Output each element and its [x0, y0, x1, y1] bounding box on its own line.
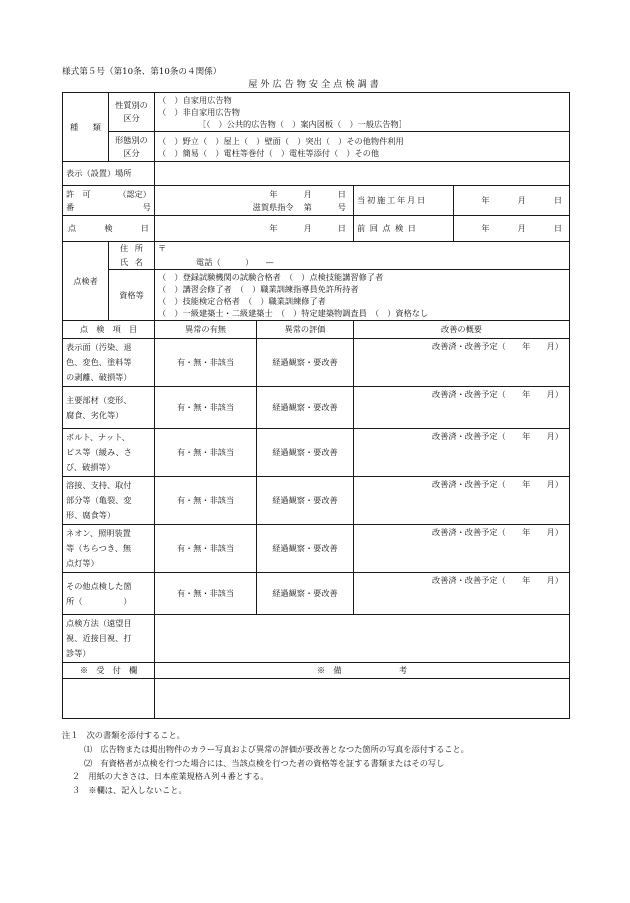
permit-label: 許 可 （認定） 番 号: [63, 186, 155, 216]
qualification-options: [155, 270, 570, 321]
evaluation-options[interactable]: 経過観察・要改善: [257, 387, 354, 429]
display-place-field[interactable]: [155, 162, 570, 186]
improvement-status: 改善済・改善予定（ 年 月）: [432, 527, 564, 537]
nature-options: [155, 93, 570, 132]
improvement-field[interactable]: [354, 525, 570, 573]
improvement-field[interactable]: [354, 477, 570, 525]
check-row-welding: [63, 477, 570, 525]
presence-options[interactable]: 有・無・非該当: [155, 525, 257, 573]
permit-field[interactable]: [155, 186, 354, 216]
inspector-qualification-row: [63, 270, 570, 321]
presence-options[interactable]: 有・無・非該当: [155, 429, 257, 477]
inspection-date-row: [63, 216, 570, 242]
form-title: 屋外広告物安全点検調書: [248, 79, 382, 90]
presence-options[interactable]: 有・無・非該当: [155, 339, 257, 387]
improvement-status: 改善済・改善予定（ 年 月）: [432, 341, 564, 351]
display-place-label: 表示（設置）場所: [63, 162, 155, 186]
improvement-field[interactable]: [354, 573, 570, 615]
kind-form-row: [63, 132, 570, 162]
check-row-main-members: [63, 387, 570, 429]
inspection-date-field[interactable]: 年 月 日: [155, 216, 354, 242]
header-presence: 異常の有無: [155, 321, 257, 339]
form-type-options: [155, 132, 570, 162]
check-table-header: [63, 321, 570, 339]
first-construction-label: 当初施工年月日: [354, 186, 454, 216]
notes: [62, 729, 582, 798]
form-number: 様式第５号（第10条、第10条の４関係）: [62, 67, 222, 77]
remarks-label: ※ 備 考: [155, 663, 570, 679]
qualification-option-line-1[interactable]: （ ）登録試験機関の試験合格者 （ ）点検技能講習修了者: [158, 272, 384, 282]
inspector-label: 点検者: [63, 242, 109, 321]
postal-mark: 〒: [158, 243, 167, 254]
permit-date: 年 月 日: [269, 188, 346, 199]
nature-label: 性質別の 区分: [109, 93, 155, 132]
form-type-option-line-2[interactable]: （ ）簡易（ ）電柱等巻付（ ）電柱等添付（ ）その他: [158, 147, 380, 158]
check-row-neon-lighting: [63, 525, 570, 573]
check-row-bolts: [63, 429, 570, 477]
improvement-field[interactable]: [354, 339, 570, 387]
inspection-form-table: [62, 92, 570, 719]
reception-field[interactable]: [63, 679, 155, 719]
qualification-option-line-4[interactable]: （ ）一級建築士・二級建築士 （ ）特定建築物調査員 （ ）資格なし: [158, 308, 429, 318]
office-use-body: [63, 679, 570, 719]
qualification-label: 資格等: [109, 270, 155, 321]
check-item: 表示面（汚染、退 色、変色、塗料等 の剥離、破損等）: [63, 339, 155, 387]
address-label: 住 所: [109, 242, 155, 256]
phone-field[interactable]: 電話（ ） —: [196, 256, 274, 267]
check-row-display-surface: [63, 339, 570, 387]
nature-option-non-own[interactable]: （ ）非自家用広告物: [158, 107, 240, 117]
previous-inspection-date-field[interactable]: 年 月 日: [454, 216, 570, 242]
inspection-date-label: 点 検 日: [63, 216, 155, 242]
check-row-other: [63, 573, 570, 615]
permit-number: 滋賀県指令 第 号: [252, 201, 346, 212]
note-1: 注１ 次の書類を添付すること。: [62, 730, 185, 740]
first-construction-date-field[interactable]: 年 月 日: [454, 186, 570, 216]
presence-options[interactable]: 有・無・非該当: [155, 387, 257, 429]
form-type-label: 形態別の 区分: [109, 132, 155, 162]
check-item: 溶接、支持、取付 部分等（亀裂、変 形、腐食等）: [63, 477, 155, 525]
improvement-status: 改善済・改善予定（ 年 月）: [432, 389, 564, 399]
kind-label: 種 類: [63, 93, 109, 162]
improvement-status: 改善済・改善予定（ 年 月）: [432, 575, 564, 585]
inspection-method-label: 点検方法（遠望目 視、近接目視、打 診等）: [63, 615, 155, 663]
inspection-method-row: [63, 615, 570, 663]
inspection-method-field[interactable]: [155, 615, 570, 663]
permit-row: [63, 186, 570, 216]
evaluation-options[interactable]: 経過観察・要改善: [257, 429, 354, 477]
improvement-status: 改善済・改善予定（ 年 月）: [432, 431, 564, 441]
reception-label: ※ 受 付 欄: [63, 663, 155, 679]
note-3: ３ ※欄は、記入しないこと。: [72, 785, 187, 796]
presence-options[interactable]: 有・無・非該当: [155, 477, 257, 525]
office-use-header: [63, 663, 570, 679]
improvement-field[interactable]: [354, 387, 570, 429]
check-item: ネオン、照明装置 等（ちらつき、無 点灯等）: [63, 525, 155, 573]
header-check-item: 点 検 項 目: [63, 321, 155, 339]
header-evaluation: 異常の評価: [257, 321, 354, 339]
note-1-b: ⑵ 有資格者が点検を行つた場合には、当該点検を行つた者の資格等を証する書類またはその写し: [84, 757, 445, 768]
previous-inspection-label: 前回点検日: [354, 216, 454, 242]
check-item: その他点検した箇 所（ ）: [63, 573, 155, 615]
presence-options[interactable]: 有・無・非該当: [155, 573, 257, 615]
header-improvement: 改善の概要: [354, 321, 570, 339]
improvement-field[interactable]: [354, 429, 570, 477]
remarks-field[interactable]: [155, 679, 570, 719]
nature-option-sub[interactable]: ［（ ）公共的広告物（ ）案内図板（ ）一般広告物］: [198, 119, 407, 129]
form-type-option-line-1[interactable]: （ ）野立（ ）屋上（ ）壁面（ ）突出（ ）その他物件利用: [158, 135, 404, 146]
display-place-row: [63, 162, 570, 186]
kind-nature-row: [63, 93, 570, 132]
evaluation-options[interactable]: 経過観察・要改善: [257, 525, 354, 573]
inspector-address-row: [63, 242, 570, 256]
evaluation-options[interactable]: 経過観察・要改善: [257, 477, 354, 525]
check-item: 主要部材（変形、 腐食、劣化等）: [63, 387, 155, 429]
name-label: 氏 名: [109, 256, 155, 270]
nature-option-own[interactable]: （ ）自家用広告物: [158, 95, 232, 105]
name-field[interactable]: [155, 256, 570, 270]
note-2: ２ 用紙の大きさは、日本産業規格Ａ列４番とする。: [72, 771, 269, 782]
qualification-option-line-2[interactable]: （ ）講習会修了者 （ ）職業訓練指導員免許所持者: [158, 284, 359, 294]
evaluation-options[interactable]: 経過観察・要改善: [257, 573, 354, 615]
address-field[interactable]: [155, 242, 570, 256]
evaluation-options[interactable]: 経過観察・要改善: [257, 339, 354, 387]
improvement-status: 改善済・改善予定（ 年 月）: [432, 479, 564, 489]
note-1-a: ⑴ 広告物または掲出物件のカラー写真および異常の評価が要改善となつた箇所の写真を添付すること。: [84, 743, 469, 754]
check-item: ボルト、ナット、 ビス等（緩み、さ び、破損等）: [63, 429, 155, 477]
inspector-name-row: [63, 256, 570, 270]
qualification-option-line-3[interactable]: （ ）技能検定合格者 （ ）職業訓練修了者: [158, 296, 326, 306]
